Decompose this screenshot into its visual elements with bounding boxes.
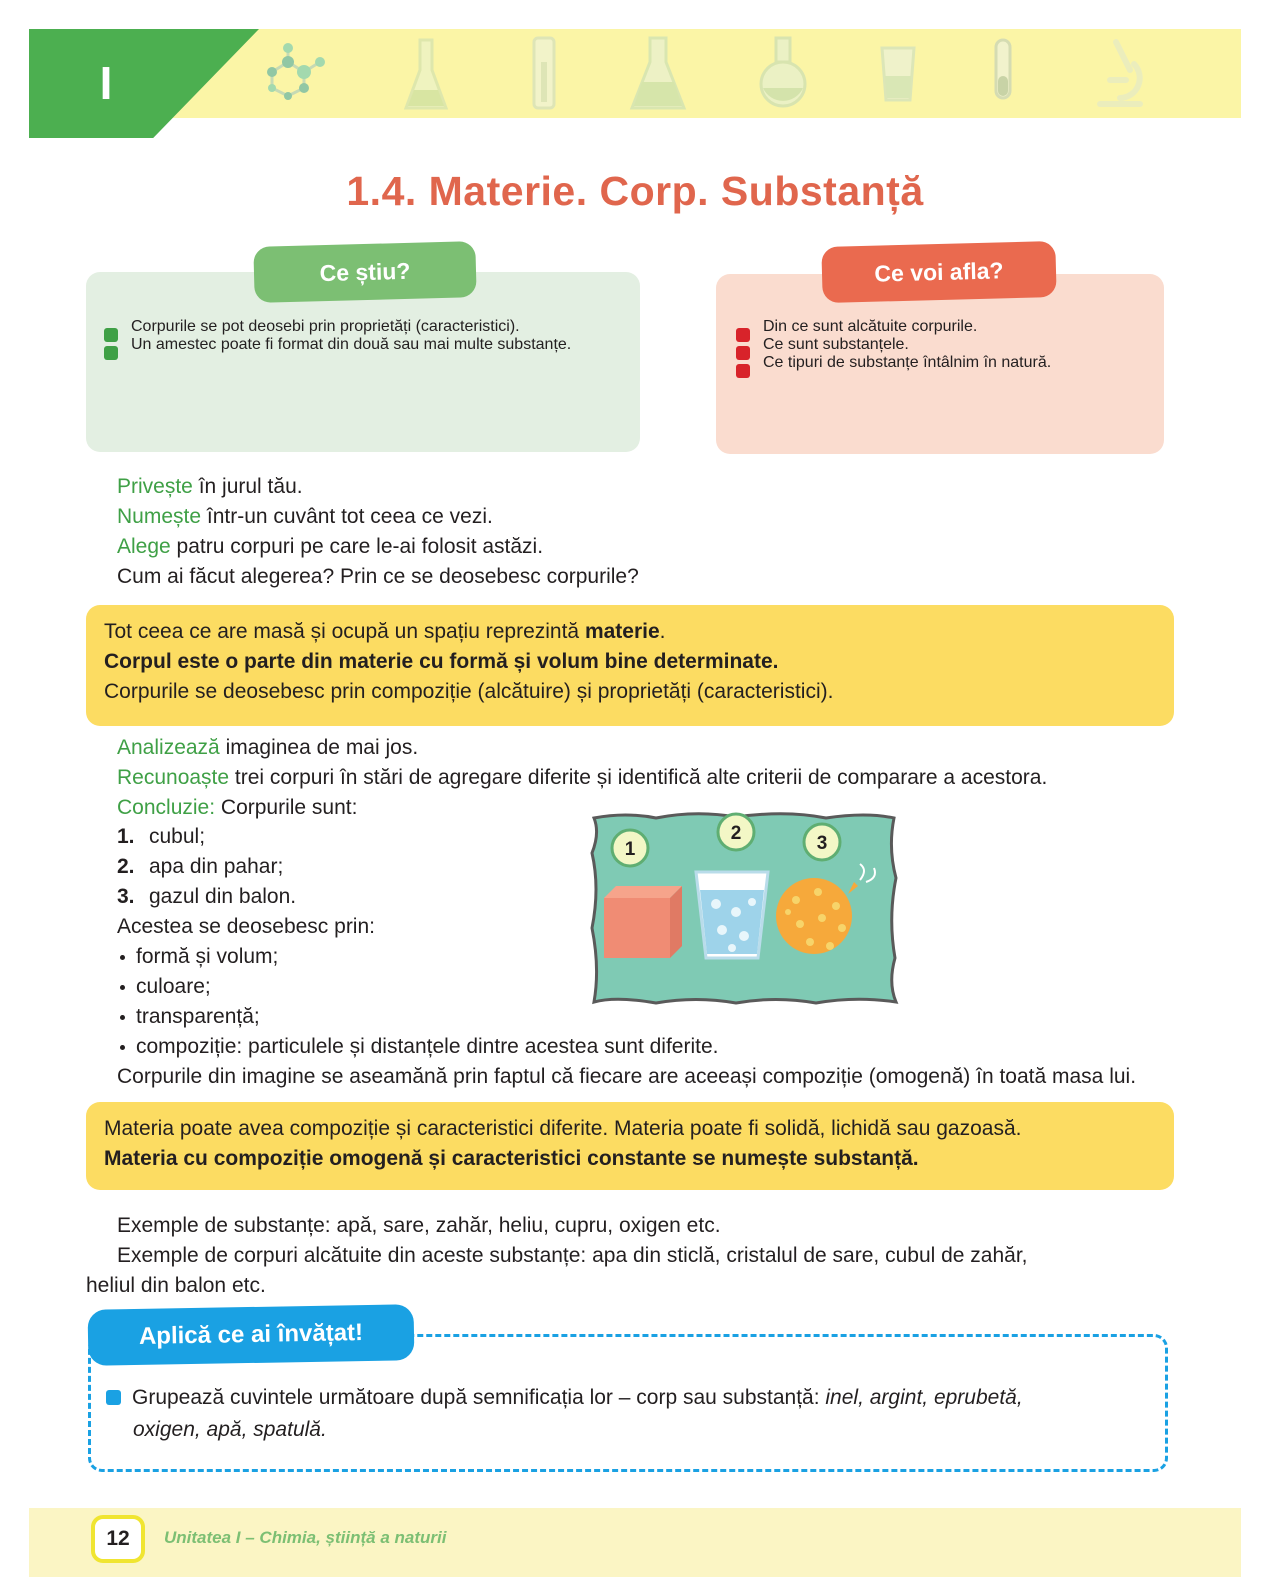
- blue-square-bullet-icon: [106, 1390, 121, 1405]
- test-tube-icon: [986, 34, 1020, 104]
- learning-goals-label: Ce voi afla?: [821, 241, 1056, 303]
- bullet-dot-icon: [120, 985, 125, 990]
- thermometer-icon: [526, 34, 562, 114]
- label-number: 1: [624, 839, 636, 860]
- list-item: formă și volum;: [117, 942, 917, 972]
- bullet-dot-icon: [120, 955, 125, 960]
- page-number: 12: [91, 1515, 145, 1563]
- list-item: Ce tipuri de substanțe întâlnim în natură.: [736, 354, 1148, 372]
- analysis-prompts: Analizează imaginea de mai jos. Recunoaște trei corpuri în stări de agregare diferite și identifică alte criterii de comparare a acestora. Concluzie: Corpurile sunt:: [117, 736, 1048, 819]
- unit-numeral: I: [99, 57, 113, 109]
- list-item: 2. apa din pahar;: [117, 855, 284, 878]
- definition-box-substance: Materia poate avea compoziție și caracteristici diferite. Materia poate fi solidă, lichidă sau gazoasă. Materia cu compoziție omogenă și caracteristici constante se numește substanță.: [86, 1102, 1174, 1190]
- list-item: 1. cubul;: [117, 825, 206, 848]
- list-item: transparență;: [117, 1002, 917, 1032]
- bullet-dot-icon: [120, 1045, 125, 1050]
- bodies-illustration: [586, 808, 902, 1008]
- similarity-sentence: Corpurile din imagine se aseamănă prin faptul că fiecare are aceeași compoziție (omogenă) în toată masa lui.: [117, 1065, 1137, 1088]
- sugar-cube-icon: [604, 886, 682, 958]
- footer-unit-title: Unitatea I – Chimia, știință a naturii: [164, 1528, 447, 1547]
- list-item: Din ce sunt alcătuite corpurile.: [736, 318, 1148, 336]
- glass-of-water-icon: [696, 872, 768, 958]
- learning-goals-list: [736, 318, 1148, 372]
- label-number: 2: [730, 823, 742, 844]
- definition-box-matter: Tot ceea ce are masă și ocupă un spațiu reprezintă materie. Corpul este o parte din materie cu formă și volum bine determinate. Corpurile se deosebesc prin compoziție (alcătuire) și proprietăți (caracteristici).: [86, 605, 1174, 726]
- flask-icon: [402, 34, 450, 114]
- action-verb: Recunoaște: [117, 766, 230, 789]
- list-item: 3. gazul din balon.: [117, 885, 297, 908]
- action-verb: Numește: [117, 505, 202, 528]
- action-verb: Privește: [117, 475, 193, 498]
- prior-knowledge-list: [104, 318, 624, 354]
- bodies-list: 1. cubul; 2. apa din pahar; 3. gazul din balon. Acestea se deosebesc prin:: [117, 822, 717, 942]
- prior-knowledge-label: Ce știu?: [253, 241, 476, 303]
- action-verb: Concluzie:: [117, 796, 216, 819]
- erlenmeyer-icon: [628, 34, 688, 114]
- molecule-icon: [262, 34, 334, 104]
- action-verb: Alege: [117, 535, 171, 558]
- list-item: culoare;: [117, 972, 917, 1002]
- exercise-label: Aplică ce ai învățat!: [88, 1304, 415, 1366]
- label-circle-3: [804, 824, 840, 860]
- label-circle-2: [718, 814, 754, 850]
- lesson-title: 1.4. Materie. Corp. Substanță: [346, 168, 924, 214]
- exercise-task: Grupează cuvintele următoare după semnificația lor – corp sau substanță: inel, argint, eprubetă, oxigen, apă, spatulă.: [106, 1382, 1146, 1446]
- green-square-bullet-icon: [104, 346, 118, 360]
- observation-prompts: Privește în jurul tău. Numește într-un cuvânt tot ceea ce vezi. Alege patru corpuri pe care le-ai folosit astăzi. Cum ai făcut alegerea? Prin ce se deosebesc corpurile?: [117, 475, 639, 588]
- bullet-dot-icon: [120, 1015, 125, 1020]
- examples-paragraph: Exemple de substanțe: apă, sare, zahăr, heliu, cupru, oxigen etc. Exemple de corpuri alcătuite din aceste substanțe: apa din sticlă, cristalul de sare, cubul de zahăr, heliul din balon etc.: [86, 1214, 1028, 1297]
- label-number: 3: [816, 833, 828, 854]
- beaker-icon: [878, 34, 918, 104]
- list-item: compoziție: particulele și distanțele dintre acestea sunt diferite.: [117, 1032, 917, 1062]
- label-circle-1: [612, 830, 648, 866]
- red-square-bullet-icon: [736, 364, 750, 378]
- list-item: Un amestec poate fi format din două sau mai multe substanțe.: [104, 336, 624, 354]
- round-flask-icon: [758, 34, 808, 110]
- list-item: Corpurile se pot deosebi prin proprietăți (caracteristici).: [104, 318, 624, 336]
- action-verb: Analizează: [117, 736, 220, 759]
- list-item: Ce sunt substanțele.: [736, 336, 1148, 354]
- microscope-icon: [1086, 34, 1152, 110]
